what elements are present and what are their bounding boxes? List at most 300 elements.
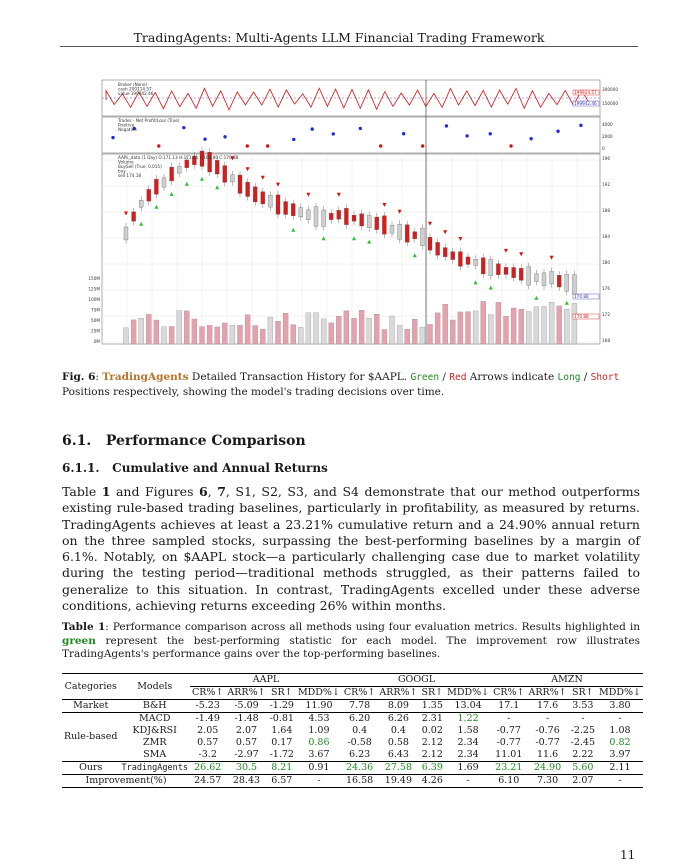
- volume-bar: [230, 325, 235, 344]
- table-cell: 24.90: [526, 762, 568, 775]
- trade-dot: [292, 138, 295, 141]
- table-cell: 0.86: [308, 737, 330, 748]
- value-tag: 170.88: [574, 294, 589, 299]
- trade-dot: [579, 124, 582, 127]
- axis-tick: 176: [602, 286, 610, 291]
- table-cell: -0.77: [535, 737, 560, 748]
- candle: [572, 275, 576, 295]
- candle: [504, 267, 508, 274]
- table-cell: -0.76: [535, 725, 560, 736]
- candle: [124, 227, 128, 240]
- candle: [428, 237, 432, 250]
- caption-long: Long: [557, 372, 581, 383]
- table-cell: -1.48: [225, 713, 267, 726]
- volume-bar: [124, 328, 129, 344]
- metric-header: CR%↑: [192, 687, 224, 698]
- table-ref-link[interactable]: 1: [101, 484, 111, 499]
- axis-tick: 188: [602, 208, 610, 213]
- axis-tick: 2000: [602, 134, 613, 139]
- candle: [306, 210, 310, 220]
- volume-bar: [139, 318, 144, 344]
- table-cell: 6.23: [349, 749, 371, 760]
- legend1-text: value 199942.46: [118, 91, 154, 96]
- volume-bar: [405, 329, 410, 344]
- table-caption: Table 1: Performance comparison across all methods using four evaluation metrics. Results highlighted in green represent the best-performing statistic for each model. The improvement row illustrates TradingAgents's performance gains over the top-performing baselines.: [62, 621, 640, 660]
- table-cell: 0.57: [197, 737, 219, 748]
- table-cell: 5.60: [569, 762, 597, 775]
- table-cell: -: [296, 775, 342, 788]
- table-cell: -3.2: [198, 749, 217, 760]
- table-cell: 2.05: [197, 725, 219, 736]
- trade-dot: [182, 126, 185, 129]
- volume-bar: [245, 315, 250, 344]
- caption-text3: Positions respectively, showing the model's trading decisions over time.: [62, 386, 445, 398]
- candle: [246, 182, 250, 196]
- candle: [466, 257, 470, 265]
- candle: [337, 210, 341, 219]
- axis-tick: 75M: [91, 307, 100, 313]
- table-cell: 2.34: [457, 749, 479, 760]
- table-cell: 4.53: [296, 713, 342, 726]
- subsection-heading: 6.1.1. Cumulative and Annual Returns: [62, 461, 328, 475]
- table-cell: 11.6: [536, 749, 559, 760]
- volume-bar: [344, 311, 349, 344]
- caption-short: Short: [590, 372, 620, 383]
- table-cell: 0.4: [390, 725, 406, 736]
- volume-bar: [420, 327, 425, 344]
- table-cell: 0.91: [296, 762, 342, 775]
- row-model: KDJ&RSI: [132, 725, 177, 736]
- trade-dot: [509, 144, 512, 147]
- trade-dot: [311, 127, 314, 130]
- table-cell: 11.90: [296, 700, 342, 713]
- candle: [481, 258, 485, 274]
- volume-bar: [283, 313, 288, 344]
- candle: [420, 228, 424, 246]
- trade-dot: [223, 135, 226, 138]
- table-cell: 2.07: [235, 725, 258, 736]
- volume-bar: [336, 316, 341, 344]
- candle: [139, 200, 143, 207]
- trade-dot: [203, 137, 206, 140]
- table-cell: 0.17: [271, 737, 293, 748]
- volume-bar: [352, 318, 357, 344]
- candle: [352, 215, 356, 221]
- table-cell: -1.49: [190, 713, 225, 726]
- section-heading: 6.1. Performance Comparison: [62, 433, 306, 449]
- table-cell: 1.09: [308, 725, 330, 736]
- candle: [527, 267, 531, 286]
- table-cell: 24.36: [342, 762, 377, 775]
- table-cell: -0.81: [269, 713, 294, 724]
- volume-bar: [504, 316, 509, 344]
- volume-bar: [321, 319, 326, 344]
- candle: [299, 208, 303, 217]
- candle: [177, 166, 181, 173]
- table-cell: 19.49: [377, 775, 419, 788]
- table-cell: 1.64: [271, 725, 293, 736]
- table-cell: 8.21: [268, 762, 296, 775]
- candle: [284, 202, 288, 215]
- volume-bar: [268, 317, 273, 344]
- volume-bar: [329, 323, 334, 344]
- candle: [147, 189, 151, 201]
- legend2-text: Positive: [118, 122, 135, 128]
- trade-dot: [556, 129, 559, 132]
- candle: [390, 225, 394, 233]
- table-cell: 2.07: [569, 775, 597, 788]
- table-cell: -2.97: [234, 749, 259, 760]
- metric-header: CR%↑: [493, 687, 525, 698]
- table-cell: 6.26: [377, 713, 419, 726]
- volume-bar: [534, 307, 539, 344]
- metric-header: ARR%↑: [379, 687, 418, 698]
- candle: [565, 274, 569, 291]
- candle: [344, 208, 348, 224]
- row-improvement-label: Improvement(%): [62, 775, 190, 788]
- volume-bar: [162, 327, 167, 344]
- table-cell: 1.08: [609, 725, 631, 736]
- volume-bar: [443, 304, 448, 344]
- volume-bar: [374, 314, 379, 344]
- figure6-ref-link[interactable]: 6: [199, 484, 208, 499]
- candle: [496, 264, 500, 275]
- axis-tick: 172: [602, 312, 610, 317]
- candle: [185, 160, 189, 168]
- volume-bar: [557, 306, 562, 344]
- volume-bar: [511, 308, 516, 344]
- volume-bar: [207, 325, 212, 344]
- legend3-text: AAPL_data (1 Day) O:171.13 H:171.61 L:168.80 C:170.88: [118, 155, 239, 160]
- header-rule: [60, 46, 638, 47]
- table-cell: 1.35: [419, 700, 445, 713]
- figure-caption: [62, 370, 640, 400]
- volume-bar: [314, 313, 319, 344]
- volume-bar: [496, 302, 501, 344]
- table-cell: 27.58: [377, 762, 419, 775]
- caption-sep: :: [95, 371, 103, 383]
- legend3-text: Volume: [118, 159, 134, 165]
- group-header: AMZN: [491, 674, 643, 687]
- table-cell: -1.29: [269, 700, 294, 711]
- volume-bar: [260, 329, 265, 344]
- volume-bar: [382, 330, 387, 344]
- volume-bar: [222, 323, 227, 344]
- table-cell: 2.31: [419, 713, 445, 726]
- volume-bar: [177, 311, 182, 344]
- caption-text2: Arrows indicate: [466, 371, 558, 383]
- volume-bar: [169, 326, 174, 344]
- table-cell: 0.57: [235, 737, 258, 748]
- table-cell: -2.45: [570, 737, 596, 748]
- axis-tick: 180: [602, 260, 610, 265]
- volume-bar: [215, 327, 220, 344]
- candle: [162, 178, 166, 187]
- candle: [223, 166, 227, 183]
- volume-bar: [526, 312, 531, 344]
- volume-bar: [542, 306, 547, 344]
- volume-bar: [238, 325, 243, 344]
- legend2-text: Trades - Net Profit/Loss (True): [118, 118, 180, 123]
- table-cell: 28.43: [225, 775, 267, 788]
- trade-dot: [529, 137, 532, 140]
- trade-dot: [157, 144, 160, 147]
- page-number: 11: [620, 848, 636, 862]
- axis-tick: 168: [602, 338, 610, 343]
- table-cell: 13.04: [445, 700, 491, 713]
- volume-bar: [184, 311, 189, 344]
- value-tag: 199924.57: [574, 90, 597, 95]
- axis-tick: 0: [602, 146, 605, 151]
- table-cell: 24.57: [190, 775, 225, 788]
- table-cell: 1.69: [445, 762, 491, 775]
- trade-dot: [465, 134, 468, 137]
- candle: [291, 204, 295, 216]
- caption-red: Red: [449, 372, 467, 383]
- axis-tick: 0M: [93, 339, 100, 344]
- legend2-text: Negative: [118, 127, 137, 132]
- row-category: Ours: [62, 762, 119, 775]
- caption-tradingagents: TradingAgents: [102, 371, 189, 383]
- candle: [550, 271, 554, 283]
- candle: [375, 217, 379, 230]
- volume-bar: [488, 315, 493, 344]
- table-cell: -2.25: [570, 725, 596, 736]
- table-cell: 2.34: [457, 737, 479, 748]
- metric-header: MDD%↓: [599, 687, 641, 698]
- table-cell: 2.12: [421, 749, 443, 760]
- table-cell: 0.02: [421, 725, 443, 736]
- table-cell: 7.30: [526, 775, 568, 788]
- trade-dot: [266, 144, 269, 147]
- candle: [398, 224, 402, 239]
- volume-bar: [466, 312, 471, 344]
- table-cell: 7.78: [342, 700, 377, 713]
- axis-tick: 150000: [602, 101, 618, 106]
- table-cell: 17.1: [491, 700, 526, 713]
- table-cell: -0.77: [496, 737, 521, 748]
- volume-bar: [390, 316, 395, 344]
- volume-bar: [253, 326, 258, 344]
- candle: [367, 215, 371, 227]
- candle: [451, 252, 455, 260]
- caption-slash2: /: [580, 371, 591, 383]
- table-cell: 3.53: [569, 700, 597, 713]
- legend3-text: sell 174.18: [118, 173, 142, 178]
- table-cell: 6.57: [268, 775, 296, 788]
- volume-bar: [200, 327, 205, 344]
- table-cell: 26.62: [190, 762, 225, 775]
- volume-bar: [458, 312, 463, 344]
- table-cell: -: [597, 775, 643, 788]
- trade-dot: [489, 132, 492, 135]
- candle: [329, 213, 333, 219]
- table-cell: 2.11: [597, 762, 643, 775]
- caption-text1: Detailed Transaction History for $AAPL.: [188, 371, 411, 383]
- metric-header: SR↑: [569, 687, 597, 700]
- axis-tick: 50M: [91, 318, 100, 323]
- legend3-text: BuySell (True, 0.015): [118, 164, 162, 169]
- table-cell: 8.09: [377, 700, 419, 713]
- caption-label: Fig. 6: [62, 371, 96, 383]
- candle: [268, 195, 272, 207]
- candle: [276, 195, 280, 214]
- row-model: ZMR: [142, 737, 167, 748]
- candle: [512, 267, 516, 277]
- volume-bar: [549, 302, 554, 344]
- trade-dot: [332, 132, 335, 135]
- table-cell: 23.21: [491, 762, 526, 775]
- axis-tick: 196: [602, 156, 610, 161]
- candle: [314, 207, 318, 227]
- axis-tick: 100M: [88, 297, 100, 302]
- results-table: [62, 673, 643, 788]
- trade-dot: [379, 144, 382, 147]
- volume-bar: [291, 325, 296, 344]
- legend3-text: buy: [118, 168, 126, 174]
- candle: [230, 175, 234, 182]
- axis-tick: 25M: [91, 328, 100, 334]
- group-header: GOOGL: [342, 674, 491, 687]
- table-cell: 3.97: [609, 749, 631, 760]
- axis-tick: 300000: [602, 87, 618, 92]
- legend1-text: Broker (None): [118, 82, 148, 87]
- trade-dot: [402, 132, 405, 135]
- candle: [132, 212, 136, 221]
- metric-header: SR↑: [421, 687, 444, 698]
- candle: [405, 225, 409, 243]
- legend1-text: cash 200114.57: [118, 86, 152, 92]
- volume-bar: [481, 301, 486, 344]
- table-cell: -0.77: [496, 725, 521, 736]
- table-cell: -5.09: [225, 700, 267, 713]
- table-cell: 0.58: [387, 737, 409, 748]
- axis-tick: 150M: [88, 276, 100, 281]
- table-cell: 17.6: [526, 700, 568, 713]
- body-paragraph: Table 1 and Figures 6, 7, S1, S2, S3, and S4 demonstrate that our method outperforms existing rule-based trading baselines, particularly in profitability, as measured by returns. TradingAgents achieves at least a 23.21% cumulative return and a 24.90% annual return on the three sampled stocks, surpassing the best-performing baselines by a margin of 6.1%. Notably, on $AAPL stock—a particularly challenging case due to market volatility during the testing period—traditional methods struggled, as their patterns failed to generalize to this situation. In contrast, TradingAgents excelled under these adverse conditions, achieving returns exceeding 26% within months.: [62, 484, 640, 614]
- caption-green: Green: [410, 372, 440, 383]
- volume-bar: [397, 325, 402, 344]
- candle: [458, 252, 462, 267]
- header-categories: Categories: [62, 674, 119, 700]
- row-category: Rule-based: [62, 713, 119, 762]
- candle: [542, 273, 546, 286]
- table-cell: 6.43: [387, 749, 409, 760]
- candle: [382, 216, 386, 235]
- row-model: SMA: [143, 749, 167, 760]
- volume-bar: [192, 319, 197, 344]
- table-cell: 6.20: [342, 713, 377, 726]
- candle: [360, 214, 364, 226]
- table-cell: 1.22: [445, 713, 491, 726]
- table-cell: 4.26: [419, 775, 445, 788]
- volume-bar: [146, 314, 151, 344]
- volume-bar: [572, 303, 577, 344]
- table-cell: 6.39: [419, 762, 445, 775]
- row-category: Market: [62, 700, 119, 713]
- table-cell: 11.01: [495, 749, 523, 760]
- candle: [253, 187, 257, 202]
- trade-dot: [445, 124, 448, 127]
- volume-bar: [367, 318, 372, 344]
- table-cell: 0.82: [609, 737, 631, 748]
- candle: [215, 160, 219, 174]
- volume-bar: [564, 309, 569, 344]
- table-cell: 6.10: [491, 775, 526, 788]
- volume-bar: [450, 320, 455, 344]
- table-cell: -1.72: [269, 749, 294, 760]
- candle: [261, 192, 265, 204]
- trade-dot: [421, 144, 424, 147]
- table-cell: -: [569, 713, 597, 726]
- table-cell: -0.58: [347, 737, 372, 748]
- group-header: AAPL: [190, 674, 342, 687]
- trade-dot: [359, 127, 362, 130]
- table-cell: 3.67: [308, 749, 330, 760]
- candle: [322, 210, 326, 226]
- transaction-history-figure: [88, 80, 622, 350]
- axis-tick: 125M: [88, 286, 100, 292]
- table-cell: 30.5: [225, 762, 267, 775]
- volume-bar: [298, 327, 303, 344]
- metric-header: ARR%↑: [528, 687, 567, 698]
- axis-tick: 192: [602, 182, 610, 187]
- axis-tick: 184: [602, 234, 610, 239]
- trade-dot: [246, 144, 249, 147]
- candle: [154, 179, 158, 194]
- candle: [238, 175, 242, 193]
- volume-bar: [131, 320, 136, 344]
- candle: [413, 232, 417, 239]
- table-cell: 3.80: [597, 700, 643, 713]
- candle: [557, 275, 561, 287]
- trade-dot: [111, 136, 114, 139]
- table-cell: 16.58: [342, 775, 377, 788]
- volume-bar: [359, 310, 364, 344]
- volume-bar: [428, 324, 433, 344]
- row-model: B&H: [119, 700, 190, 713]
- table-cell: -: [526, 713, 568, 726]
- value-tag: 170.88: [574, 314, 589, 319]
- figure7-ref-link[interactable]: 7: [217, 484, 226, 499]
- metric-header: SR↑: [268, 687, 296, 700]
- candle: [443, 248, 447, 257]
- table-cell: -: [597, 713, 643, 726]
- table-cell: 0.4: [352, 725, 368, 736]
- row-model: TradingAgents: [121, 763, 188, 773]
- volume-bar: [435, 313, 440, 344]
- volume-bar: [154, 320, 159, 344]
- axis-tick: 4000: [602, 122, 613, 127]
- volume-bar: [276, 321, 281, 344]
- metric-header: CR%↑: [343, 687, 376, 698]
- candle: [474, 259, 478, 265]
- table-cell: 1.58: [457, 725, 479, 736]
- candle: [534, 274, 538, 282]
- table-cell: -: [491, 713, 526, 726]
- candle: [170, 167, 174, 181]
- metric-header: MDD%↓: [447, 687, 490, 698]
- running-head: TradingAgents: Multi-Agents LLM Financial Trading Framework: [133, 30, 545, 45]
- candle: [519, 268, 523, 280]
- metric-header: ARR%↑: [227, 687, 266, 698]
- volume-bar: [412, 319, 417, 344]
- row-model: MACD: [119, 713, 190, 726]
- table-cell: -: [445, 775, 491, 788]
- table-cell: -5.23: [190, 700, 225, 713]
- volume-bar: [473, 311, 478, 344]
- caption-slash: /: [439, 371, 450, 383]
